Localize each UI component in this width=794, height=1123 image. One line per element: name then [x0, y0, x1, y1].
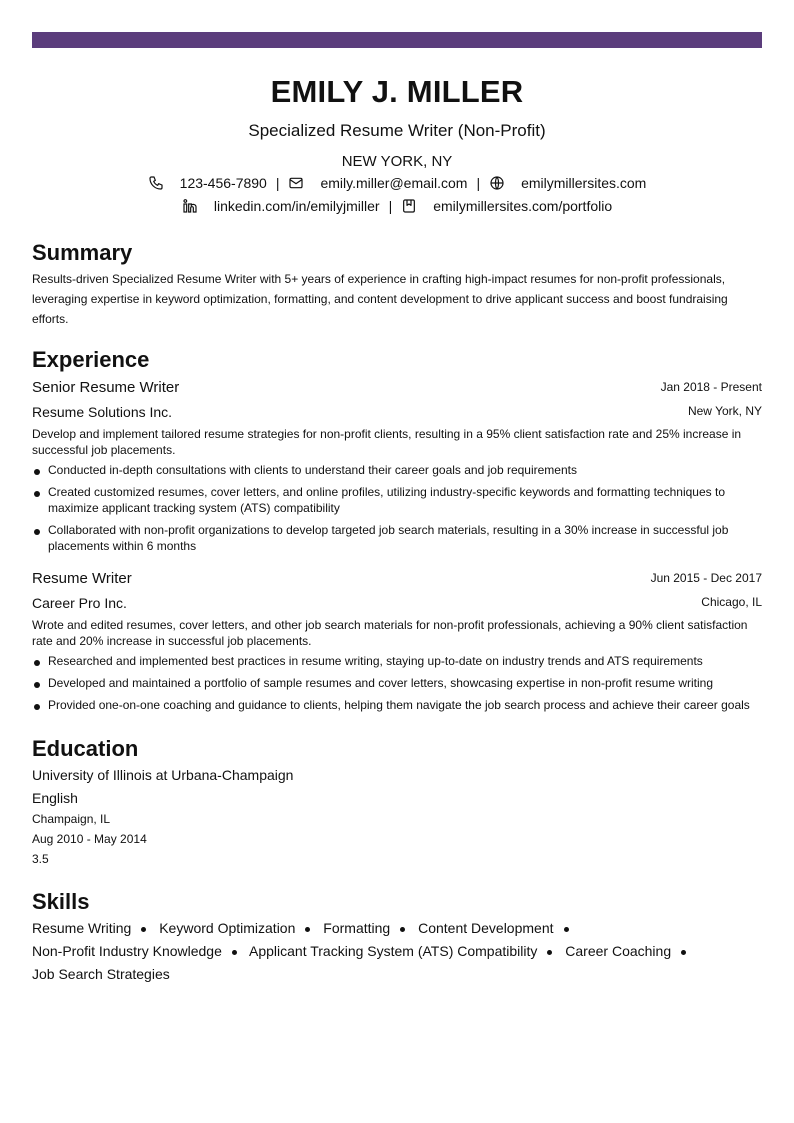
education-heading: Education: [32, 736, 139, 761]
school-location: Champaign, IL: [32, 812, 111, 826]
linkedin-text[interactable]: linkedin.com/in/emilyjmiller: [213, 198, 380, 214]
experience-heading: Experience: [32, 347, 150, 372]
list-item: [32, 697, 764, 713]
skills-heading: Skills: [32, 889, 90, 914]
location: NEW YORK, NY: [341, 153, 453, 170]
separator: |: [275, 175, 280, 191]
job-title: Resume Writer: [32, 570, 132, 587]
skills-list: [32, 917, 732, 986]
job-location: New York, NY: [687, 404, 762, 418]
skill-item: Keyword Optimization: [159, 920, 296, 936]
job-bullets: [32, 653, 764, 719]
skill-item: Resume Writing: [32, 920, 132, 936]
contact-row-1: [0, 173, 794, 193]
globe-icon: [489, 175, 505, 191]
summary-heading: Summary: [32, 240, 133, 265]
job-dates: Jun 2015 - Dec 2017: [650, 571, 762, 585]
job-description: Wrote and edited resumes, cover letters, and other job search materials for non-profit professionals, achieving a 90% client satisfaction rate and 20% increase in successful job placements.: [32, 618, 748, 648]
phone-text[interactable]: 123-456-7890: [179, 175, 267, 191]
list-item: [32, 675, 764, 691]
skill-item: Non-Profit Industry Knowledge: [32, 943, 222, 959]
separator: |: [388, 198, 393, 214]
field-of-study: English: [32, 790, 78, 806]
portfolio-text[interactable]: emilymillersites.com/portfolio: [433, 198, 613, 214]
bullet-text: Developed and maintained a portfolio of sample resumes and cover letters, showcasing expertise in non-profit resume writing: [48, 676, 714, 690]
skill-item: Content Development: [418, 920, 554, 936]
bullet-text: Collaborated with non-profit organizations to develop targeted job search materials, resulting in a 30% increase in successful job placements within 6 months: [48, 523, 729, 553]
bullet-icon: [34, 469, 40, 475]
skill-bullet-icon: [141, 927, 146, 932]
job-description: Develop and implement tailored resume strategies for non-profit clients, resulting in a 95% client satisfaction rate and 25% increase in successful job placements.: [32, 427, 742, 457]
skill-bullet-icon: [564, 927, 569, 932]
skill-bullet-icon: [400, 927, 405, 932]
bullet-icon: [34, 704, 40, 710]
skill-bullet-icon: [232, 950, 237, 955]
education-dates: Aug 2010 - May 2014: [32, 832, 147, 846]
list-item: [32, 462, 764, 478]
portfolio-icon: [401, 198, 417, 214]
skill-item: Job Search Strategies: [32, 966, 170, 982]
bullet-text: Created customized resumes, cover letters, and online profiles, utilizing industry-specific keywords and formatting techniques to maximize applicant tracking system (ATS) compatibility: [48, 485, 725, 515]
job-bullets: [32, 462, 764, 560]
skill-item: Career Coaching: [565, 943, 672, 959]
website-text[interactable]: emilymillersites.com: [521, 175, 647, 191]
gpa: 3.5: [32, 852, 49, 866]
list-item: [32, 484, 764, 516]
list-item: [32, 653, 764, 669]
headline: Specialized Resume Writer (Non-Profit): [248, 121, 546, 140]
skill-bullet-icon: [547, 950, 552, 955]
school-name: University of Illinois at Urbana-Champaign: [32, 767, 294, 783]
bullet-icon: [34, 682, 40, 688]
contact-row-2: [0, 196, 794, 216]
skill-item: Formatting: [323, 920, 391, 936]
summary-text: Results-driven Specialized Resume Writer with 5+ years of experience in crafting high-impact resumes for non-profit professionals, leveraging expertise in keyword optimization, formatting, and content development to drive applicant success and boost fundraising efforts.: [32, 272, 728, 326]
job-location: Chicago, IL: [701, 595, 762, 609]
bullet-icon: [34, 660, 40, 666]
bullet-text: Researched and implemented best practices in resume writing, staying up-to-date on industry trends and ATS requirements: [48, 654, 703, 668]
list-item: [32, 522, 764, 554]
skill-item: Applicant Tracking System (ATS) Compatibility: [249, 943, 538, 959]
company-name: Resume Solutions Inc.: [32, 404, 173, 420]
bullet-icon: [34, 491, 40, 497]
candidate-name: EMILY J. MILLER: [270, 74, 524, 109]
accent-bar: [32, 32, 762, 48]
skill-bullet-icon: [305, 927, 310, 932]
bullet-icon: [34, 529, 40, 535]
bullet-text: Provided one-on-one coaching and guidance to clients, helping them navigate the job search process and achieve their career goals: [48, 698, 750, 712]
phone-icon: [148, 175, 164, 191]
job-title: Senior Resume Writer: [32, 379, 180, 396]
skill-bullet-icon: [681, 950, 686, 955]
company-name: Career Pro Inc.: [32, 595, 127, 611]
email-text[interactable]: emily.miller@email.com: [320, 175, 468, 191]
separator: |: [476, 175, 481, 191]
job-dates: Jan 2018 - Present: [660, 380, 762, 394]
bullet-text: Conducted in-depth consultations with clients to understand their career goals and job requirements: [48, 463, 577, 477]
linkedin-icon: [182, 198, 198, 214]
mail-icon: [288, 175, 304, 191]
